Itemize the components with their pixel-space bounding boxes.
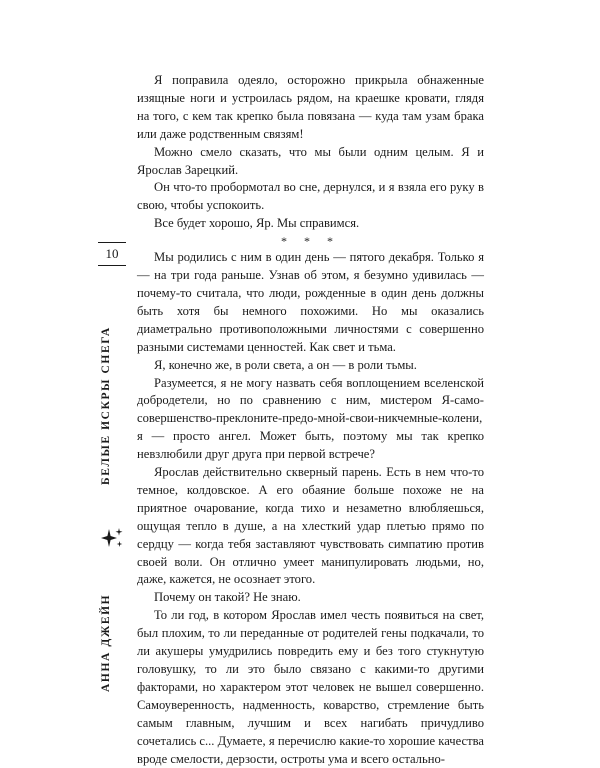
- page-number: 10: [98, 242, 126, 266]
- paragraph: Ярослав действительно скверный парень. Есть в нем что-то темное, колдовское. А его обаяние больше похоже не на приятное очарование, когда тихо и незаметно влюбляешься, ощущая тепло в душе, а на хлесткий удар плетью прямо по сердцу — когда тебя заставляют чувствовать симпатию против своей воли. Он отлично умеет манипулировать людьми, но, даже, кажется, не осознает этого.: [137, 465, 484, 587]
- author-name: АННА ДЖЕЙН: [100, 593, 112, 693]
- paragraph: Мы родились с ним в один день — пятого декабря. Только я — на три года раньше. Узнав об этом, я безумно удивилась — почему-то считала, что люди, рожденные в один день должны быть хотя бы немного похожими. Но мы оказались диаметрально противоположными личностями с совершенно разными системами ценностей. Как свет и тьма.: [137, 250, 484, 354]
- paragraph: Я поправила одеяло, осторожно прикрыла обнаженные изящные ноги и устроилась рядом, на краешке кровати, глядя на того, с кем так крепко была повязана — куда там узам брака или даже родственным связям!: [137, 73, 484, 141]
- paragraph: Разумеется, я не могу назвать себя воплощением вселенской добродетели, но по сравнению с ним, мистером Я-само-совершенство-преклоните-предо-мной-свои-никчемные-колени, я — просто ангел. Может быть, поэтому мы так крепко невзлюбили друг друга при первой встрече?: [137, 375, 484, 462]
- paragraph: Все будет хорошо, Яр. Мы справимся.: [154, 216, 360, 231]
- book-title: БЕЛЫЕ ИСКРЫ СНЕГА: [100, 326, 112, 486]
- paragraph: Можно смело сказать, что мы были одним целым. Я и Ярослав Зарецкий.: [137, 144, 484, 177]
- body-text: [137, 72, 484, 768]
- paragraph: Он что-то пробормотал во сне, дернулся, и я взяла его руку в свою, чтобы успокоить.: [137, 180, 484, 213]
- paragraph: То ли год, в котором Ярослав имел честь появиться на свет, был плохим, то ли переданные от родителей гены подкачали, то ли акушеры умудрились повредить ему и без того стукнутую головушку, то ли это было связано с какими-то другими факторами, но характером этот человек не вышел совершенно. Самоуверенность, надменность, коварство, стремление быть самым главным, лучшим и всех нагибать причудливо сочетались с... Думаете, я перечислю какие-то хорошие качества вроде смелости, дерзости, остроты ума и всего остально-: [137, 608, 484, 766]
- paragraph: Я, конечно же, в роли света, а он — в роли тьмы.: [154, 357, 417, 372]
- paragraph: Почему он такой? Не знаю.: [154, 590, 301, 605]
- scene-break: * * *: [281, 234, 340, 249]
- running-sidebar: [98, 242, 126, 712]
- sparkle-icon: [98, 526, 126, 550]
